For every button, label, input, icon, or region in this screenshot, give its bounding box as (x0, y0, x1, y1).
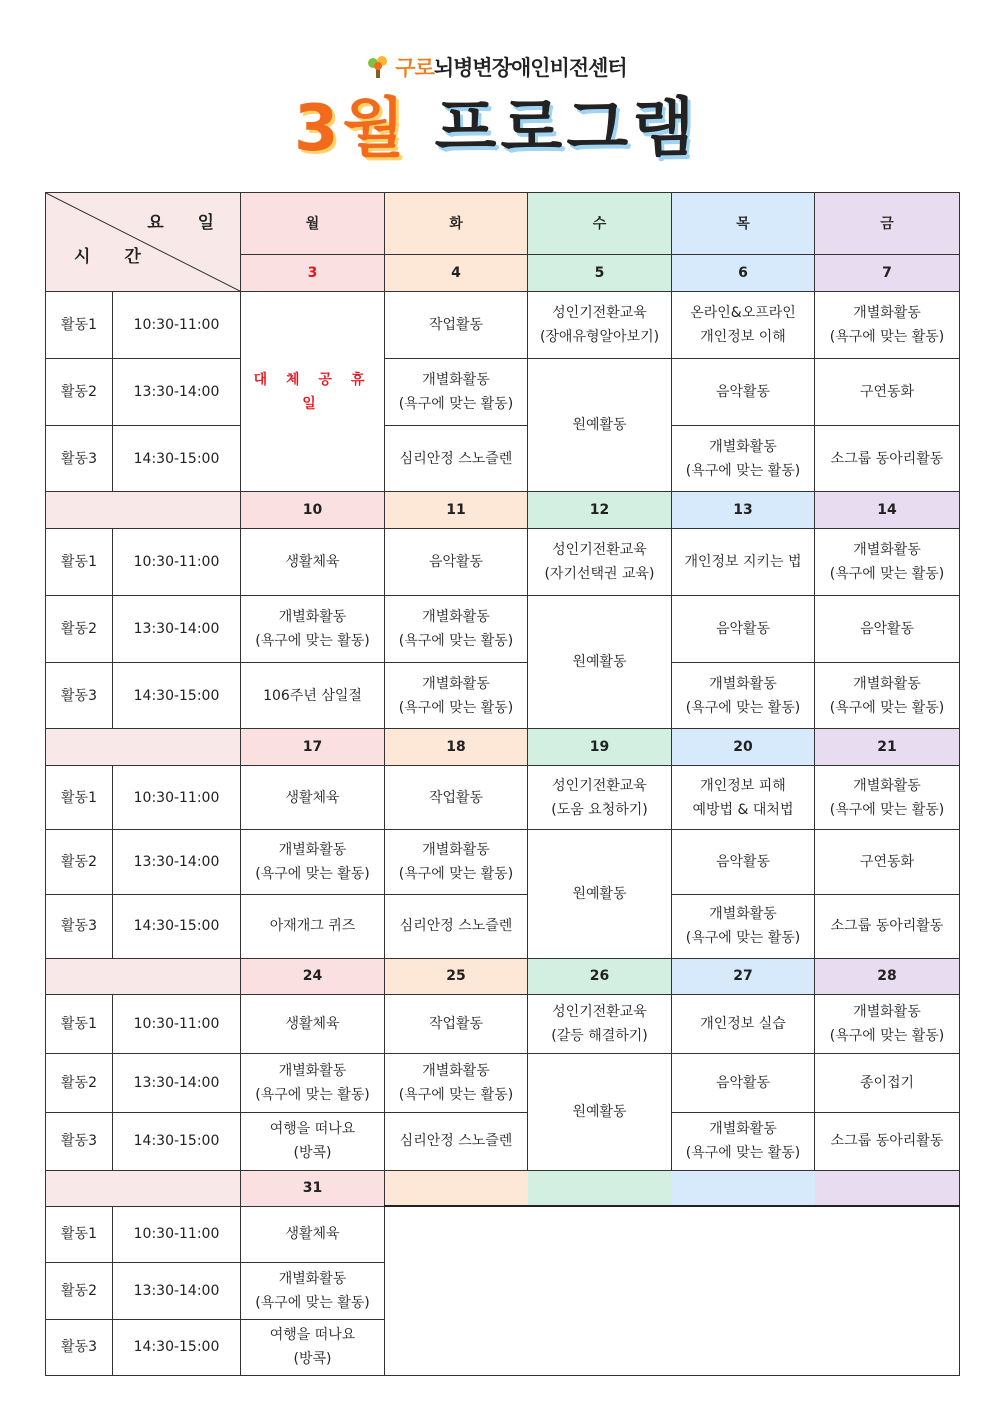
slot-time: 14:30-15:00 (113, 894, 241, 958)
activity-cell: 개인정보 지키는 법 (672, 529, 815, 596)
activity-row (46, 766, 960, 830)
activity-cell: 음악활동 (385, 529, 528, 596)
activity-cell: 개별화활동 (욕구에 맞는 활동) (815, 529, 960, 596)
day-mon: 월 (241, 193, 385, 255)
activity-cell: 개별화활동 (욕구에 맞는 활동) (385, 596, 528, 663)
slot-name: 활동1 (46, 1206, 113, 1262)
activity-cell: 개별화활동 (욕구에 맞는 활동) (815, 766, 960, 830)
slot-name: 활동2 (46, 1262, 113, 1319)
slot-name: 활동2 (46, 359, 113, 426)
slot-time: 13:30-14:00 (113, 830, 241, 894)
date-cell: 24 (241, 958, 385, 994)
empty-area (385, 1206, 960, 1375)
date-row (46, 1170, 960, 1206)
activity-cell: 소그룹 동아리활동 (815, 426, 960, 492)
activity-cell: 심리안정 스노즐렌 (385, 1112, 528, 1170)
date-row-label (46, 492, 241, 529)
slot-time: 10:30-11:00 (113, 529, 241, 596)
activity-cell: 음악활동 (815, 596, 960, 663)
activity-cell: 원예활동 (528, 359, 672, 492)
activity-cell: 개별화활동 (욕구에 맞는 활동) (815, 292, 960, 359)
activity-cell: 온라인&오프라인 개인정보 이해 (672, 292, 815, 359)
org-name: 뇌병변장애인비전센터 (433, 56, 627, 80)
activity-cell: 여행을 떠나요 (방콕) (241, 1319, 385, 1375)
date-cell (815, 1170, 960, 1206)
slot-time: 14:30-15:00 (113, 1319, 241, 1375)
activity-row (46, 596, 960, 663)
date-row (46, 958, 960, 994)
date-cell: 19 (528, 729, 672, 766)
activity-cell: 개별화활동 (욕구에 맞는 활동) (385, 1053, 528, 1112)
date-cell: 5 (528, 255, 672, 292)
slot-name: 활동3 (46, 894, 113, 958)
day-header-row (46, 193, 960, 255)
activity-cell: 구연동화 (815, 830, 960, 894)
date-cell: 10 (241, 492, 385, 529)
slot-name: 활동3 (46, 1112, 113, 1170)
activity-cell: 생활체육 (241, 1206, 385, 1262)
slot-time: 10:30-11:00 (113, 766, 241, 830)
organization-name (0, 52, 992, 82)
slot-name: 활동1 (46, 994, 113, 1053)
slot-name: 활동2 (46, 596, 113, 663)
activity-cell: 개별화활동 (욕구에 맞는 활동) (241, 830, 385, 894)
date-row (46, 729, 960, 766)
activity-cell: 생활체육 (241, 766, 385, 830)
date-cell: 25 (385, 958, 528, 994)
activity-cell: 음악활동 (672, 359, 815, 426)
date-cell (385, 1170, 528, 1206)
date-cell: 4 (385, 255, 528, 292)
activity-cell: 개별화활동 (욕구에 맞는 활동) (672, 663, 815, 729)
date-cell: 17 (241, 729, 385, 766)
date-cell: 13 (672, 492, 815, 529)
activity-row (46, 426, 960, 492)
activity-row (46, 894, 960, 958)
date-row (46, 492, 960, 529)
activity-cell: 음악활동 (672, 830, 815, 894)
date-cell: 21 (815, 729, 960, 766)
activity-cell: 개별화활동 (욕구에 맞는 활동) (241, 1053, 385, 1112)
activity-cell: 소그룹 동아리활동 (815, 894, 960, 958)
date-cell: 14 (815, 492, 960, 529)
page-header (0, 0, 992, 190)
slot-time: 13:30-14:00 (113, 1053, 241, 1112)
date-row-label (46, 958, 241, 994)
activity-cell: 성인기전환교육 (도움 요청하기) (528, 766, 672, 830)
day-fri: 금 (815, 193, 960, 255)
activity-cell: 여행을 떠나요 (방콕) (241, 1112, 385, 1170)
date-cell: 6 (672, 255, 815, 292)
date-cell: 27 (672, 958, 815, 994)
date-cell (528, 1170, 672, 1206)
slot-name: 활동1 (46, 529, 113, 596)
slot-time: 10:30-11:00 (113, 1206, 241, 1262)
activity-cell: 아재개그 퀴즈 (241, 894, 385, 958)
activity-cell: 음악활동 (672, 1053, 815, 1112)
activity-cell: 성인기전환교육 (자기선택권 교육) (528, 529, 672, 596)
slot-name: 활동2 (46, 1053, 113, 1112)
activity-cell: 원예활동 (528, 1053, 672, 1170)
date-cell: 18 (385, 729, 528, 766)
activity-cell: 개별화활동 (욕구에 맞는 활동) (241, 596, 385, 663)
slot-time: 14:30-15:00 (113, 663, 241, 729)
activity-cell: 종이접기 (815, 1053, 960, 1112)
corner-time-label: 시 간 (74, 247, 155, 267)
activity-cell: 개별화활동 (욕구에 맞는 활동) (672, 1112, 815, 1170)
activity-cell: 구연동화 (815, 359, 960, 426)
activity-cell: 개인정보 실습 (672, 994, 815, 1053)
activity-cell: 생활체육 (241, 529, 385, 596)
day-wed: 수 (528, 193, 672, 255)
holiday-cell: 대 체 공 휴 일 (241, 292, 385, 492)
date-cell: 3 (241, 255, 385, 292)
slot-time: 10:30-11:00 (113, 292, 241, 359)
activity-cell: 개별화활동 (욕구에 맞는 활동) (672, 894, 815, 958)
date-row-label (46, 729, 241, 766)
activity-cell: 개별화활동 (욕구에 맞는 활동) (385, 663, 528, 729)
org-prefix: 구로 (395, 56, 434, 80)
activity-cell: 개별화활동 (욕구에 맞는 활동) (672, 426, 815, 492)
page-title (0, 84, 992, 174)
diagonal-line (46, 193, 240, 291)
activity-row (46, 994, 960, 1053)
activity-row (46, 292, 960, 359)
activity-row (46, 1053, 960, 1112)
slot-name: 활동3 (46, 1319, 113, 1375)
activity-row (46, 830, 960, 894)
date-cell: 28 (815, 958, 960, 994)
slot-name: 활동1 (46, 292, 113, 359)
date-cell: 26 (528, 958, 672, 994)
activity-cell: 원예활동 (528, 830, 672, 958)
activity-row (46, 529, 960, 596)
slot-name: 활동2 (46, 830, 113, 894)
tree-icon (365, 54, 391, 80)
date-cell (672, 1170, 815, 1206)
slot-time: 13:30-14:00 (113, 596, 241, 663)
slot-time: 13:30-14:00 (113, 1262, 241, 1319)
activity-cell: 원예활동 (528, 596, 672, 729)
activity-cell: 개인정보 피해 예방법 & 대처법 (672, 766, 815, 830)
activity-cell: 소그룹 동아리활동 (815, 1112, 960, 1170)
title-month: 3월 (294, 92, 409, 166)
date-cell: 12 (528, 492, 672, 529)
activity-cell: 개별화활동 (욕구에 맞는 활동) (815, 994, 960, 1053)
corner-cell (46, 193, 241, 292)
slot-time: 14:30-15:00 (113, 426, 241, 492)
activity-cell: 음악활동 (672, 596, 815, 663)
activity-cell: 작업활동 (385, 292, 528, 359)
title-program: 프로그램 (434, 92, 698, 166)
activity-cell: 106주년 삼일절 (241, 663, 385, 729)
date-row-label (46, 1170, 241, 1206)
activity-cell: 성인기전환교육 (갈등 해결하기) (528, 994, 672, 1053)
date-cell: 11 (385, 492, 528, 529)
date-cell: 31 (241, 1170, 385, 1206)
activity-cell: 심리안정 스노즐렌 (385, 894, 528, 958)
activity-cell: 개별화활동 (욕구에 맞는 활동) (385, 830, 528, 894)
slot-name: 활동3 (46, 426, 113, 492)
activity-row (46, 359, 960, 426)
corner-day-label: 요 일 (147, 213, 228, 233)
schedule-table (45, 192, 960, 1376)
activity-cell: 작업활동 (385, 766, 528, 830)
activity-cell: 개별화활동 (욕구에 맞는 활동) (385, 359, 528, 426)
activity-row (46, 1206, 960, 1262)
date-cell: 7 (815, 255, 960, 292)
slot-time: 10:30-11:00 (113, 994, 241, 1053)
activity-cell: 생활체육 (241, 994, 385, 1053)
slot-name: 활동1 (46, 766, 113, 830)
activity-cell: 성인기전환교육 (장애유형알아보기) (528, 292, 672, 359)
day-thu: 목 (672, 193, 815, 255)
activity-cell: 심리안정 스노즐렌 (385, 426, 528, 492)
activity-cell: 작업활동 (385, 994, 528, 1053)
activity-cell: 개별화활동 (욕구에 맞는 활동) (241, 1262, 385, 1319)
activity-cell: 개별화활동 (욕구에 맞는 활동) (815, 663, 960, 729)
slot-time: 14:30-15:00 (113, 1112, 241, 1170)
slot-time: 13:30-14:00 (113, 359, 241, 426)
slot-name: 활동3 (46, 663, 113, 729)
activity-row (46, 663, 960, 729)
day-tue: 화 (385, 193, 528, 255)
date-cell: 20 (672, 729, 815, 766)
activity-row (46, 1112, 960, 1170)
